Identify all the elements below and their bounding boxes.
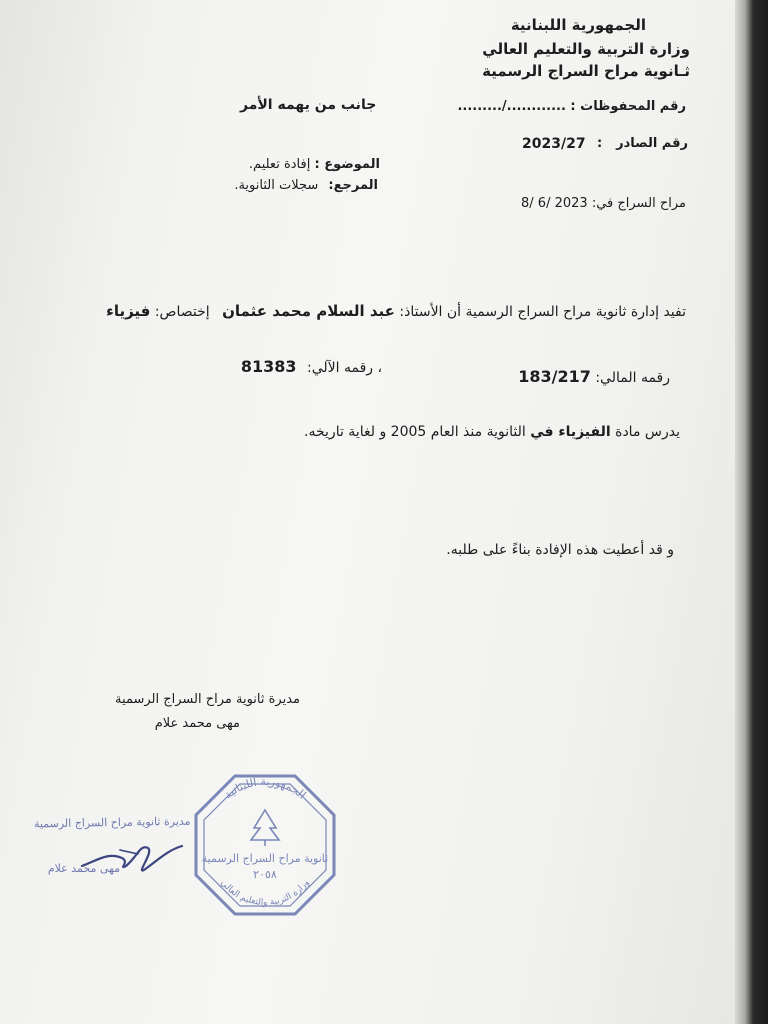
seal-bottom-text: وزارة التربية والتعليم العالي <box>218 878 312 908</box>
line1-prefix: تفيد إدارة ثانوية مراح السراج الرسمية أن الأستاذ: <box>399 304 686 320</box>
cedar-icon <box>251 810 279 846</box>
page-edge-shadow <box>735 0 768 1024</box>
place-date-value: 2023 /6 /8 <box>520 196 588 211</box>
issued-colon: : <box>597 136 603 151</box>
subject-bold: الفيزياء في <box>530 424 611 440</box>
body-line-3 <box>304 424 680 440</box>
reference-value: سجلات الثانوية. <box>234 178 319 193</box>
automated-number-line <box>241 357 382 376</box>
automated-value: 81383 <box>240 357 297 376</box>
signature-title: مديرة ثانوية مراح السراج الرسمية <box>115 692 300 707</box>
header-school: ثـانوية مراح السراج الرسمية <box>482 62 690 80</box>
seal-top-text: الجمهورية اللبنانية <box>221 774 309 802</box>
closing-line: و قد أعطيت هذه الإفادة بناءً على طلبه. <box>446 542 674 558</box>
seal-middle-text: ثانوية مراح السراج الرسمية <box>201 852 329 865</box>
stamp-school-line: مديرة ثانوية مراح السراج الرسمية <box>33 814 191 831</box>
reference-label: المرجع: <box>328 178 378 193</box>
subject-value: إفادة تعليم. <box>248 157 311 172</box>
specialty-value: فيزياء <box>106 302 151 320</box>
teacher-name: عبد السلام محمد عثمان <box>222 302 395 320</box>
subject-label <box>249 157 380 172</box>
seal-number: ٢٠٥٨ <box>253 868 277 881</box>
issued-label: رقم الصادر <box>616 136 688 151</box>
automated-label: ، رقمه الآلي: <box>307 360 382 376</box>
reference-line <box>234 178 378 193</box>
specialty-label: إختصاص: <box>154 304 210 320</box>
financial-number-line <box>518 367 670 386</box>
line3-prefix: يدرس مادة <box>615 424 680 440</box>
signature-name: مهى محمد علام <box>154 716 240 731</box>
handwritten-signature <box>78 830 188 880</box>
body-line-1 <box>106 302 686 320</box>
official-seal <box>190 770 340 920</box>
financial-label: رقمه المالي: <box>595 370 670 386</box>
to-whom-it-may-concern: جانب من يهمه الأمر <box>240 97 377 113</box>
financial-value: 183/217 <box>518 367 591 386</box>
place-date-line <box>521 196 686 211</box>
subject-label-text: الموضوع : <box>314 157 380 172</box>
issued-number: 2023/27 <box>522 136 586 152</box>
stamp-name-line: مهى محمد علام <box>47 862 120 875</box>
archive-number: رقم المحفوظات : ............/......... <box>457 99 686 114</box>
header-ministry: وزارة التربية والتعليم العالي <box>482 40 690 58</box>
line3-suffix: الثانوية منذ العام 2005 و لغاية تاريخه. <box>304 424 526 440</box>
place-date-label: مراح السراج في: <box>591 196 686 211</box>
header-republic: الجمهورية اللبنانية <box>510 16 646 34</box>
